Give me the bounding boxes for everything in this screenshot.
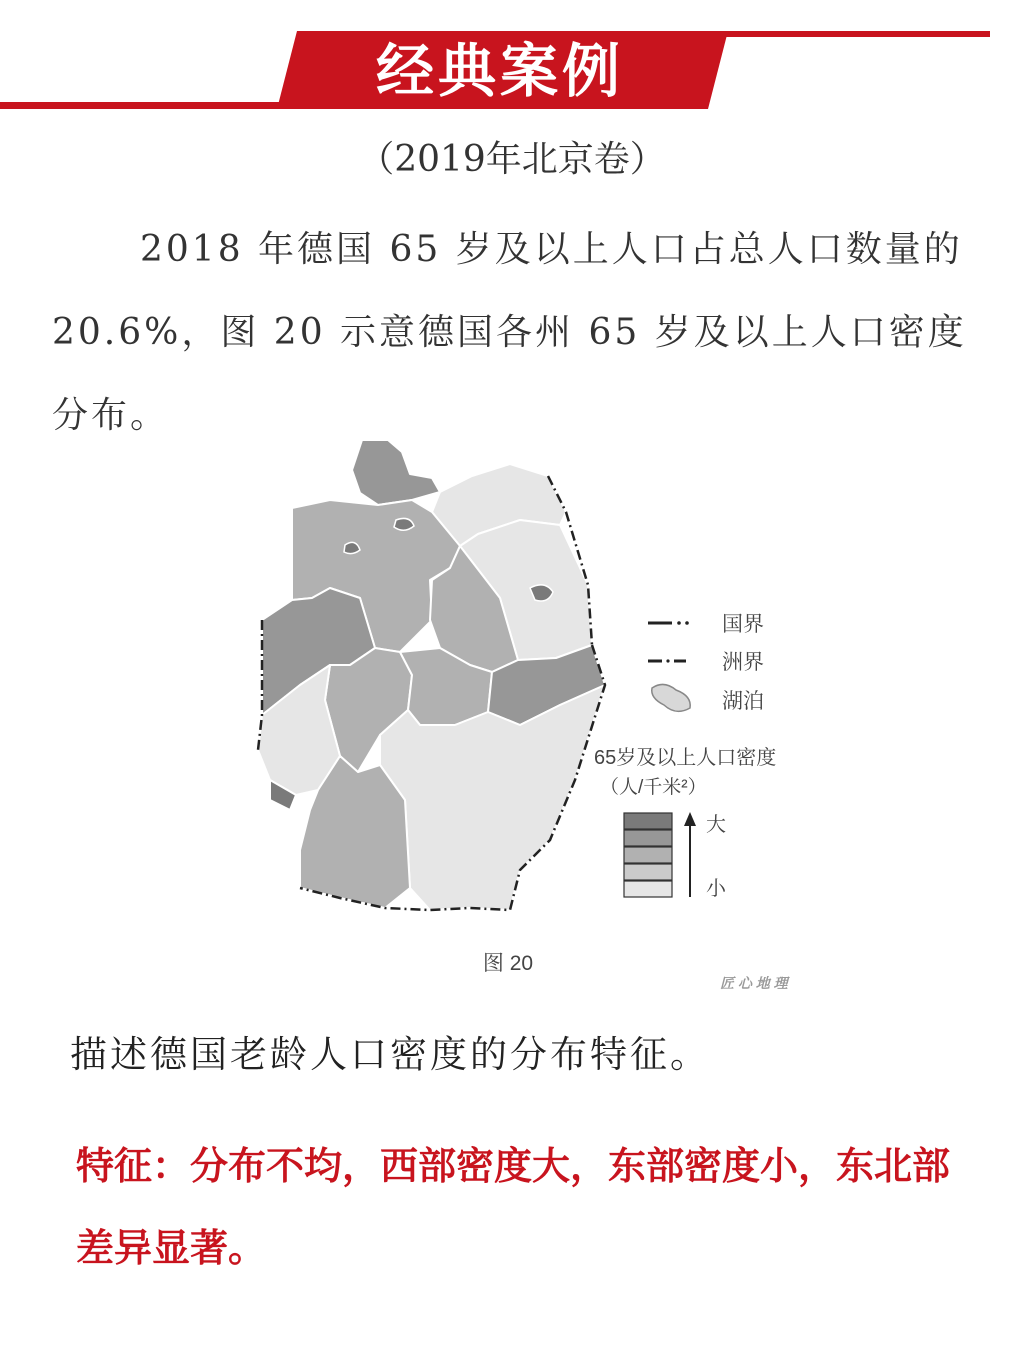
density-swatch bbox=[624, 864, 672, 880]
legend-low: 小 bbox=[706, 878, 726, 900]
state-bavaria bbox=[380, 685, 605, 910]
legend-density-unit: （人/千米²） bbox=[600, 777, 707, 798]
density-swatch bbox=[624, 881, 672, 897]
city-bremen bbox=[344, 542, 360, 553]
figure-caption: 图 20 bbox=[482, 952, 534, 975]
legend-national-border: 国界 bbox=[722, 613, 764, 636]
question-text: 描述德国老龄人口密度的分布特征。 bbox=[70, 1033, 710, 1076]
question-passage: 2018 年德国 65 岁及以上人口占总人口数量的 20.6%，图 20 示意德国各州 65 岁及以上人口密度分布。 bbox=[52, 229, 967, 436]
density-swatch bbox=[624, 830, 672, 846]
density-swatch bbox=[624, 813, 672, 829]
page-title: 经典案例 bbox=[375, 37, 624, 105]
density-swatch bbox=[624, 847, 672, 863]
exam-source: （2019年北京卷） bbox=[358, 139, 666, 180]
city-hamburg bbox=[394, 518, 414, 530]
legend-density-title: 65岁及以上人口密度 bbox=[594, 747, 777, 769]
answer-text: 特征：分布不均，西部密度大，东部密度小，东北部差异显著。 bbox=[76, 1144, 951, 1270]
legend-state-border: 洲界 bbox=[722, 651, 764, 674]
state-schleswig-holstein bbox=[352, 440, 440, 505]
legend-high: 大 bbox=[706, 814, 726, 836]
germany-density-map bbox=[230, 430, 830, 1000]
density-scale bbox=[624, 813, 672, 897]
watermark-text: 匠 心 地 理 bbox=[720, 975, 788, 991]
legend-lake: 湖泊 bbox=[722, 690, 764, 713]
